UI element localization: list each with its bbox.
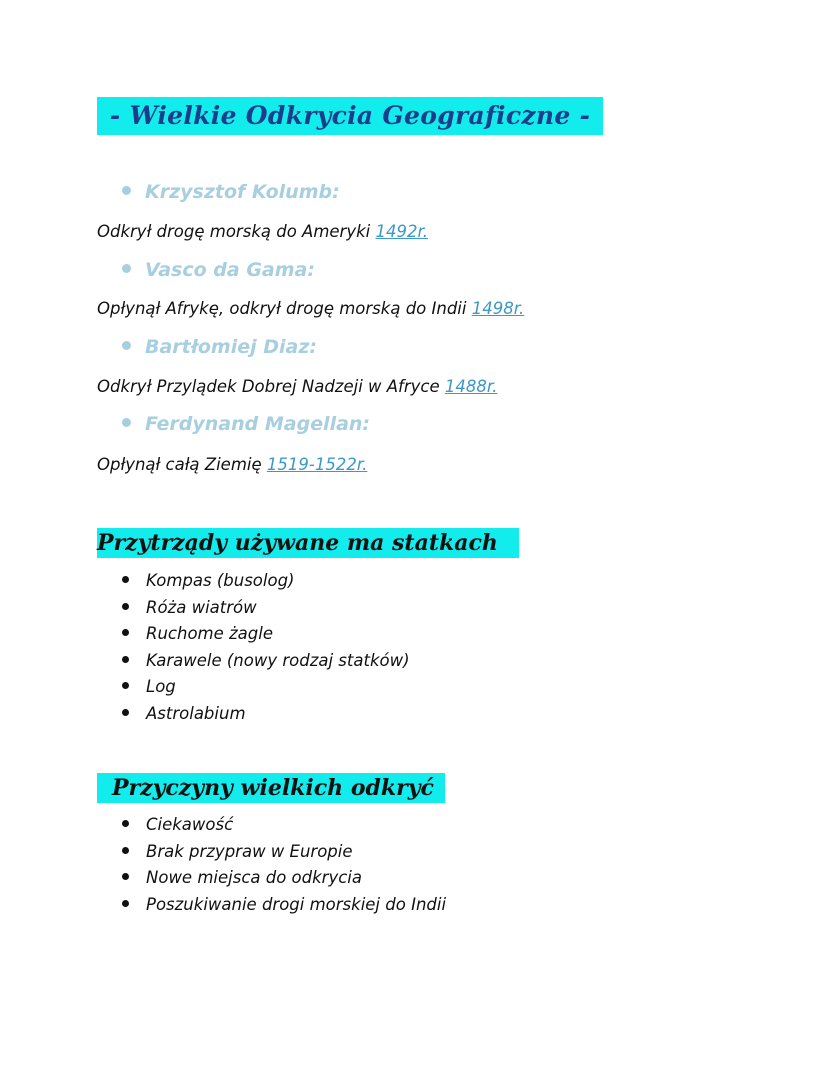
bullet-icon (122, 682, 129, 689)
bullet-icon (122, 186, 131, 195)
list-item (122, 701, 410, 728)
description-text: Odkrył Przylądek Dobrej Nadzeji w Afryce (97, 377, 440, 396)
page-title: - Wielkie Odkrycia Geograficzne - (109, 101, 591, 130)
list-item (122, 839, 446, 866)
list-item-text: Ruchome żagle (146, 624, 273, 643)
description-text: Odkrył drogę morską do Ameryki (97, 222, 371, 241)
bullet-icon (122, 900, 129, 907)
list-item-text: Nowe miejsca do odkrycia (146, 868, 362, 887)
instruments-list (122, 568, 410, 727)
list-item (122, 674, 410, 701)
explorer-name-text: Vasco da Gama: (145, 259, 315, 281)
bullet-icon (122, 603, 129, 610)
explorer-name-text: Krzysztof Kolumb: (145, 181, 340, 203)
list-item (122, 812, 446, 839)
year-link[interactable]: 1492r. (375, 222, 429, 241)
explorer-description (97, 455, 367, 474)
list-item-text: Ciekawość (146, 815, 234, 834)
explorer-name-text: Bartłomiej Diaz: (145, 336, 318, 358)
bullet-icon (122, 576, 129, 583)
list-item-text: Poszukiwanie drogi morskiej do Indii (146, 894, 447, 914)
list-item-text: Karawele (nowy rodzaj statków) (146, 650, 410, 670)
bullet-icon (122, 264, 131, 273)
bullet-icon (122, 629, 129, 636)
explorer-name-text: Ferdynand Magellan: (145, 413, 371, 435)
list-item-text: Kompas (busolog) (146, 571, 295, 590)
causes-list (122, 812, 446, 918)
explorer-description (97, 222, 428, 241)
bullet-icon (122, 873, 129, 880)
list-item-text: Log (146, 677, 176, 696)
list-item (122, 621, 410, 648)
list-item-text: Róża wiatrów (146, 597, 257, 617)
list-item-text: Brak przypraw w Europie (146, 841, 353, 861)
list-item (122, 865, 446, 892)
causes-heading: Przyczyny wielkich odkryć (112, 775, 434, 801)
list-item (122, 568, 410, 595)
explorer-name (122, 413, 370, 435)
list-item (122, 595, 410, 622)
explorer-description (97, 377, 497, 396)
bullet-icon (122, 709, 129, 716)
instruments-heading: Przytrządy używane ma statkach (97, 530, 498, 556)
list-item (122, 648, 410, 675)
bullet-icon (122, 847, 129, 854)
description-text: Opłynął całą Ziemię (97, 455, 262, 474)
bullet-icon (122, 656, 129, 663)
year-link[interactable]: 1488r. (444, 377, 498, 396)
explorer-description (97, 299, 524, 318)
year-link[interactable]: 1498r. (471, 299, 525, 318)
explorer-name (122, 181, 340, 203)
bullet-icon (122, 820, 129, 827)
bullet-icon (122, 418, 131, 427)
year-link[interactable]: 1519-1522r. (266, 455, 368, 474)
list-item-text: Astrolabium (146, 703, 246, 723)
description-text: Opłynął Afrykę, odkrył drogę morską do Indii (97, 299, 467, 318)
list-item (122, 892, 446, 919)
explorer-name (122, 336, 317, 358)
explorer-name (122, 259, 315, 281)
bullet-icon (122, 341, 131, 350)
